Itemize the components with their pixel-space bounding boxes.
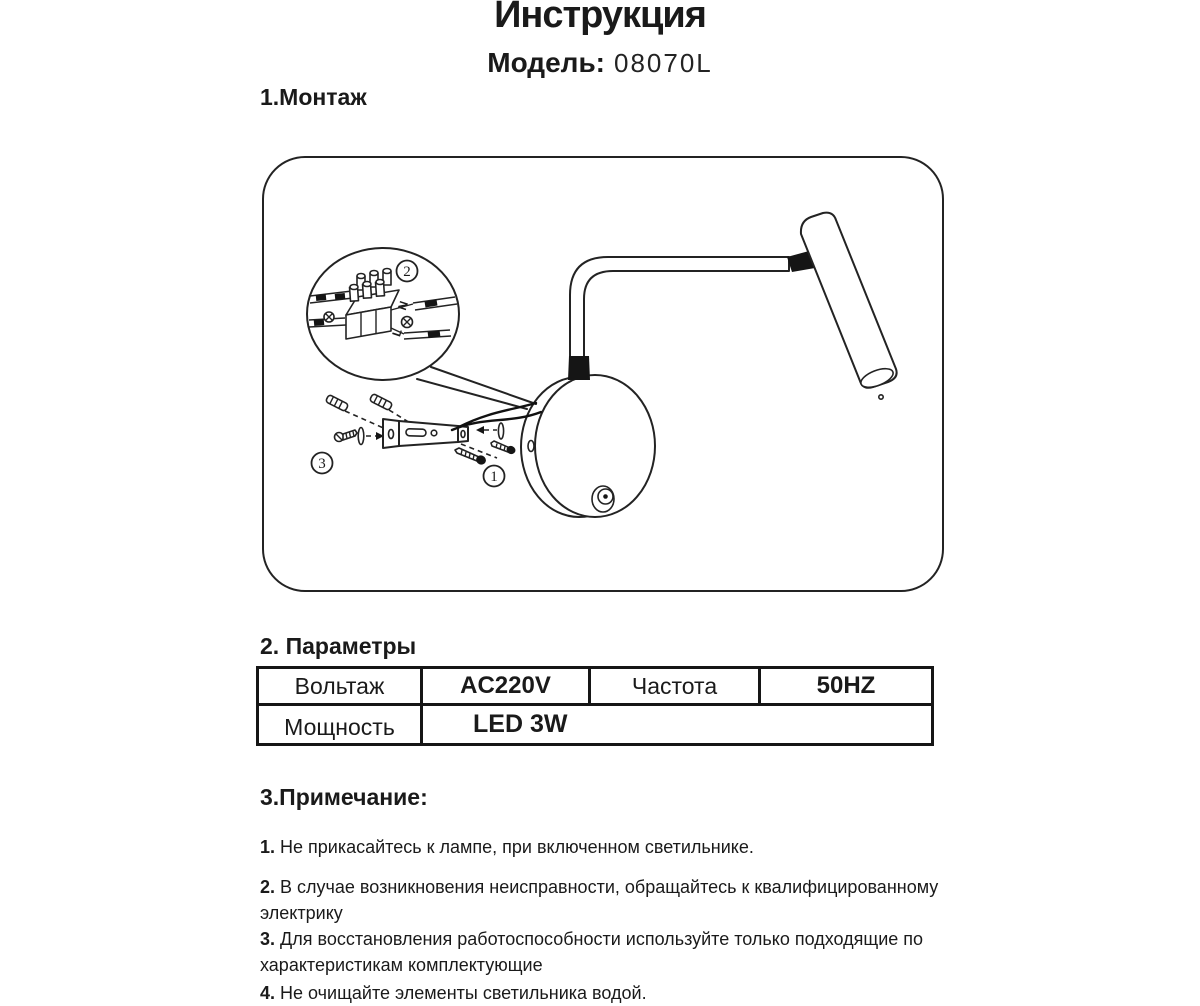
svg-text:1: 1 — [490, 469, 498, 485]
table-cell-voltage-value: AC220V — [423, 669, 591, 706]
screw-head-icon — [402, 317, 413, 328]
table-cell-frequency-label: Частота — [591, 669, 761, 706]
note-number: 1. — [260, 837, 276, 857]
note-item — [260, 980, 960, 1006]
step-badge-2 — [397, 261, 418, 282]
table-cell-frequency-value: 50HZ — [761, 669, 931, 706]
screw-head-icon — [324, 312, 334, 322]
table-cell-power-label: Мощность — [259, 706, 423, 743]
wall-plate — [521, 375, 655, 517]
note-item — [260, 926, 960, 978]
installation-diagram — [255, 150, 955, 610]
model-value: 08070L — [613, 48, 713, 78]
step-badge-3 — [312, 453, 333, 474]
wire-marking-n: N — [395, 299, 412, 312]
note-text: В случае возникновения неисправности, обращайтесь к квалифицированному электрику — [260, 877, 939, 923]
step-badge-1 — [484, 466, 505, 487]
table-cell-voltage-label: Вольтаж — [259, 669, 423, 706]
svg-text:3: 3 — [318, 456, 326, 472]
svg-text:2: 2 — [403, 264, 411, 280]
note-item — [260, 834, 960, 860]
note-item — [260, 874, 960, 926]
arm-plate-joint — [568, 356, 590, 380]
note-text: Не очищайте элементы светильника водой. — [280, 983, 647, 1003]
page-title: Инструкция — [494, 0, 706, 36]
detail-balloon — [307, 248, 459, 380]
wire-marking-l: L — [389, 327, 405, 339]
model-label: Модель: — [487, 47, 605, 78]
washer-icon — [358, 428, 364, 445]
parameters-table — [256, 666, 934, 746]
rim-hole — [528, 441, 534, 452]
switch-button — [592, 486, 614, 512]
model-line — [0, 48, 1200, 78]
table-cell-power-value: LED 3W — [473, 710, 568, 738]
note-text: Не прикасайтесь к лампе, при включенном светильнике. — [280, 837, 754, 857]
section-heading-params: 2. Параметры — [260, 633, 417, 659]
note-number: 4. — [260, 983, 276, 1003]
washer-icon — [498, 423, 503, 439]
note-text: Для восстановления работоспособности используйте только подходящие по характеристикам комплектующие — [260, 929, 924, 975]
notes-list — [260, 834, 960, 1006]
section-heading-montage: 1.Монтаж — [260, 84, 367, 110]
note-number: 2. — [260, 877, 276, 897]
note-number: 3. — [260, 929, 276, 949]
small-dot — [879, 395, 883, 399]
section-heading-notes: 3.Примечание: — [260, 784, 428, 810]
